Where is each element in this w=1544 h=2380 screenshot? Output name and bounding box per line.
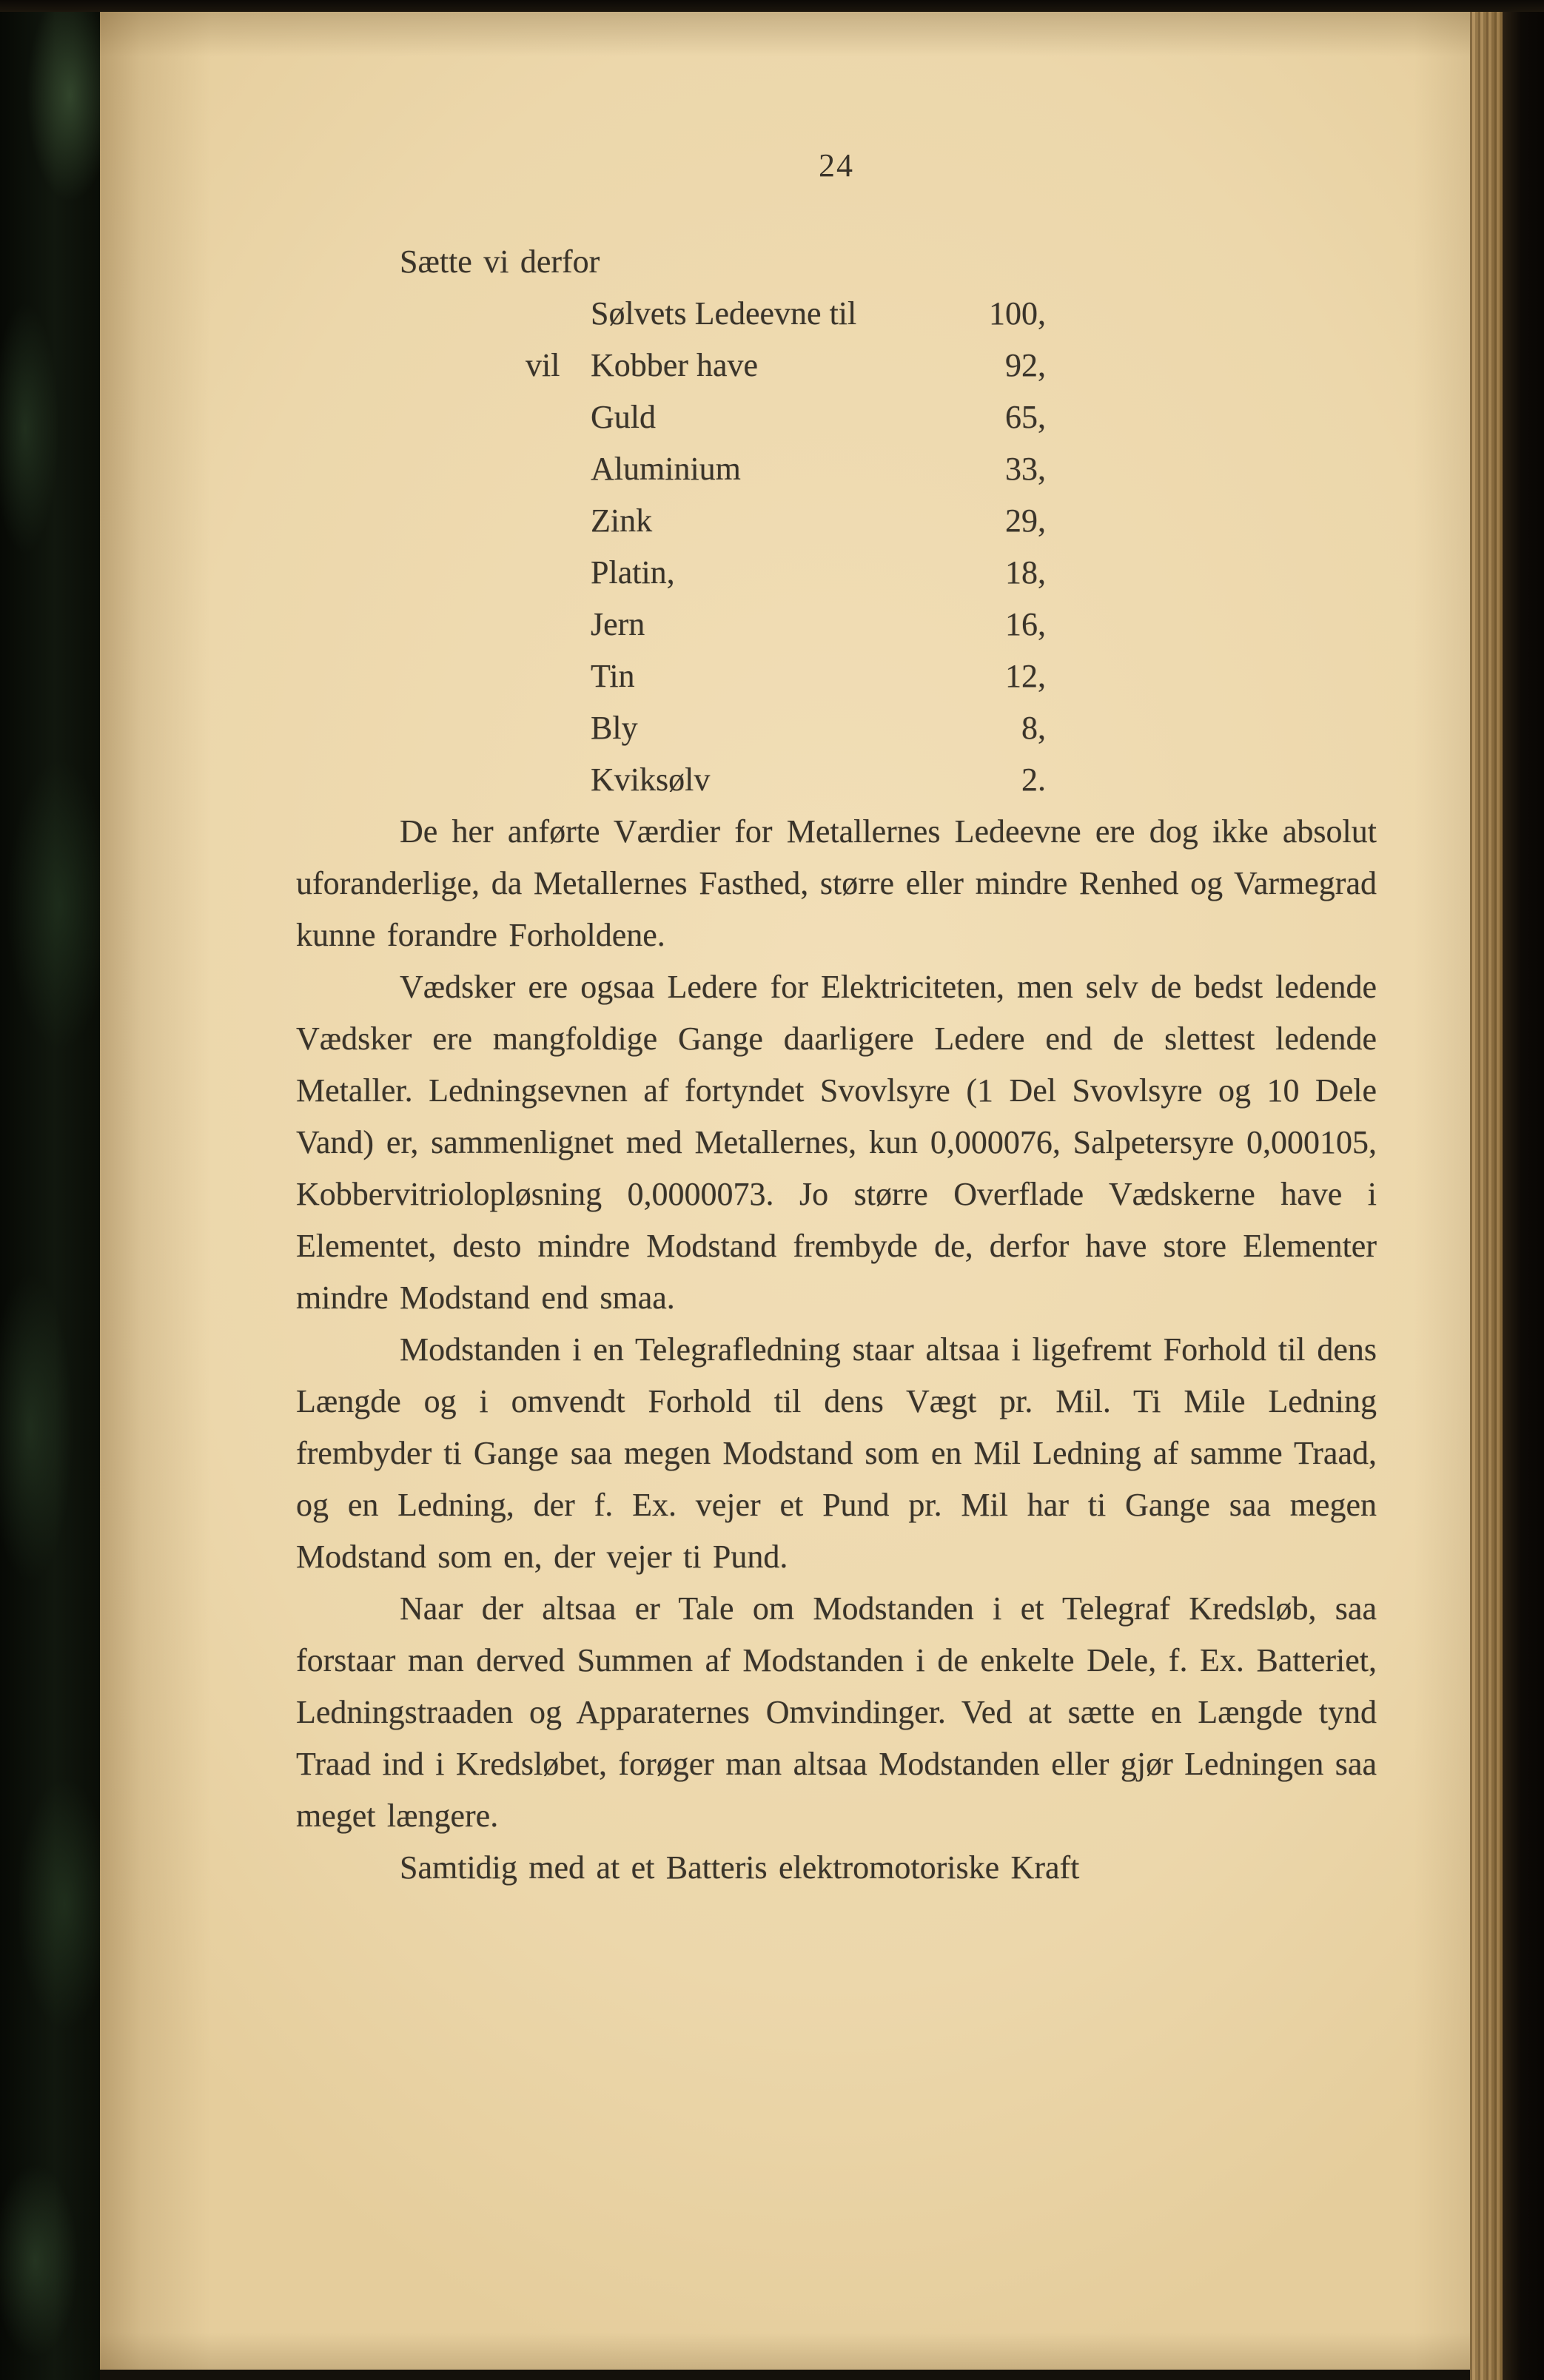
right-border (1503, 0, 1544, 2380)
table-row (526, 288, 1377, 340)
conductivity-value: 92, (1005, 347, 1046, 383)
row-prefix (526, 702, 591, 754)
paragraph: Vædsker ere ogsaa Ledere for Elektriciteten, men selv de bedst ledende Vædsker ere mangfoldige Gange daarligere Ledere end de slettest ledende Metaller. Ledningsevnen af fortyndet Svovlsyre (1 Del Svovlsyre og 10 Dele Vand) er, sammenlignet med Metallernes, kun 0,000076, Salpetersyre 0,000105, Kobbervitriolopløsning 0,0000073. Jo større Overflade Vædskerne have i Elementet, desto mindre Modstand frembyde de, derfor have store Elementer mindre Modstand end smaa. (296, 969, 1377, 1316)
table-row (526, 547, 1377, 599)
metal-name: Kviksølv (591, 762, 711, 798)
page-number: 24 (819, 147, 854, 184)
metal-name: Zink (591, 502, 653, 539)
table-row (526, 340, 1377, 391)
conductivity-value: 100, (989, 295, 1046, 332)
table-row (526, 391, 1377, 443)
conductivity-value: 16, (1005, 606, 1046, 642)
row-prefix (526, 288, 591, 340)
metal-name: Bly (591, 710, 638, 746)
row-prefix: vil (526, 347, 560, 383)
conductivity-table (526, 288, 1377, 806)
row-prefix (526, 754, 591, 806)
table-row (526, 443, 1377, 495)
book-page (100, 12, 1503, 2370)
conductivity-value: 33, (1005, 451, 1046, 487)
metal-name: Platin, (591, 554, 675, 591)
page-edges (1470, 0, 1503, 2380)
table-row (526, 495, 1377, 547)
metal-name: Kobber have (591, 347, 759, 383)
conductivity-value: 18, (1005, 554, 1046, 591)
row-prefix (526, 547, 591, 599)
metal-name: Aluminium (591, 451, 741, 487)
intro-line: Sætte vi derfor (400, 243, 600, 280)
row-prefix (526, 391, 591, 443)
conductivity-value: 29, (1005, 502, 1046, 539)
row-prefix (526, 443, 591, 495)
paragraph: Naar der altsaa er Tale om Modstanden i et Telegraf Kredsløb, saa forstaar man derved Summen af Modstanden i de enkelte Dele, f. Ex. Batteriet, Ledningstraaden og Apparaternes Omvindinger. Ved at sætte en Længde tynd Traad ind i Kredsløbet, forøger man altsaa Modstanden eller gjør Ledningen saa meget længere. (296, 1590, 1377, 1834)
metal-name: Tin (591, 658, 635, 694)
paragraph: Samtidig med at et Batteris elektromotoriske Kraft (400, 1849, 1080, 1886)
row-prefix (526, 651, 591, 702)
book-binding (0, 0, 100, 2380)
table-row (526, 702, 1377, 754)
metal-name: Guld (591, 399, 656, 435)
text-block (296, 236, 1377, 1894)
conductivity-value: 65, (1005, 399, 1046, 435)
conductivity-value: 12, (1005, 658, 1046, 694)
conductivity-value: 8, (1021, 710, 1046, 746)
paragraph: Modstanden i en Telegrafledning staar altsaa i ligefremt Forhold til dens Længde og i omvendt Forhold til dens Vægt pr. Mil. Ti Mile Ledning frembyder ti Gange saa megen Modstand som en Mil Ledning af samme Traad, og en Ledning, der f. Ex. vejer et Pund pr. Mil har ti Gange saa megen Modstand som en, der vejer ti Pund. (296, 1331, 1377, 1575)
table-row (526, 754, 1377, 806)
row-prefix (526, 599, 591, 651)
row-prefix (526, 495, 591, 547)
metal-name: Jern (591, 606, 645, 642)
top-edge (0, 0, 1544, 12)
conductivity-value: 2. (1021, 762, 1046, 798)
table-row (526, 599, 1377, 651)
paragraph: De her anførte Værdier for Metallernes Ledeevne ere dog ikke absolut uforanderlige, da Metallernes Fasthed, større eller mindre Renhed og Varmegrad kunne forandre Forholdene. (296, 813, 1377, 953)
metal-name: Sølvets Ledeevne til (591, 295, 857, 332)
table-row (526, 651, 1377, 702)
